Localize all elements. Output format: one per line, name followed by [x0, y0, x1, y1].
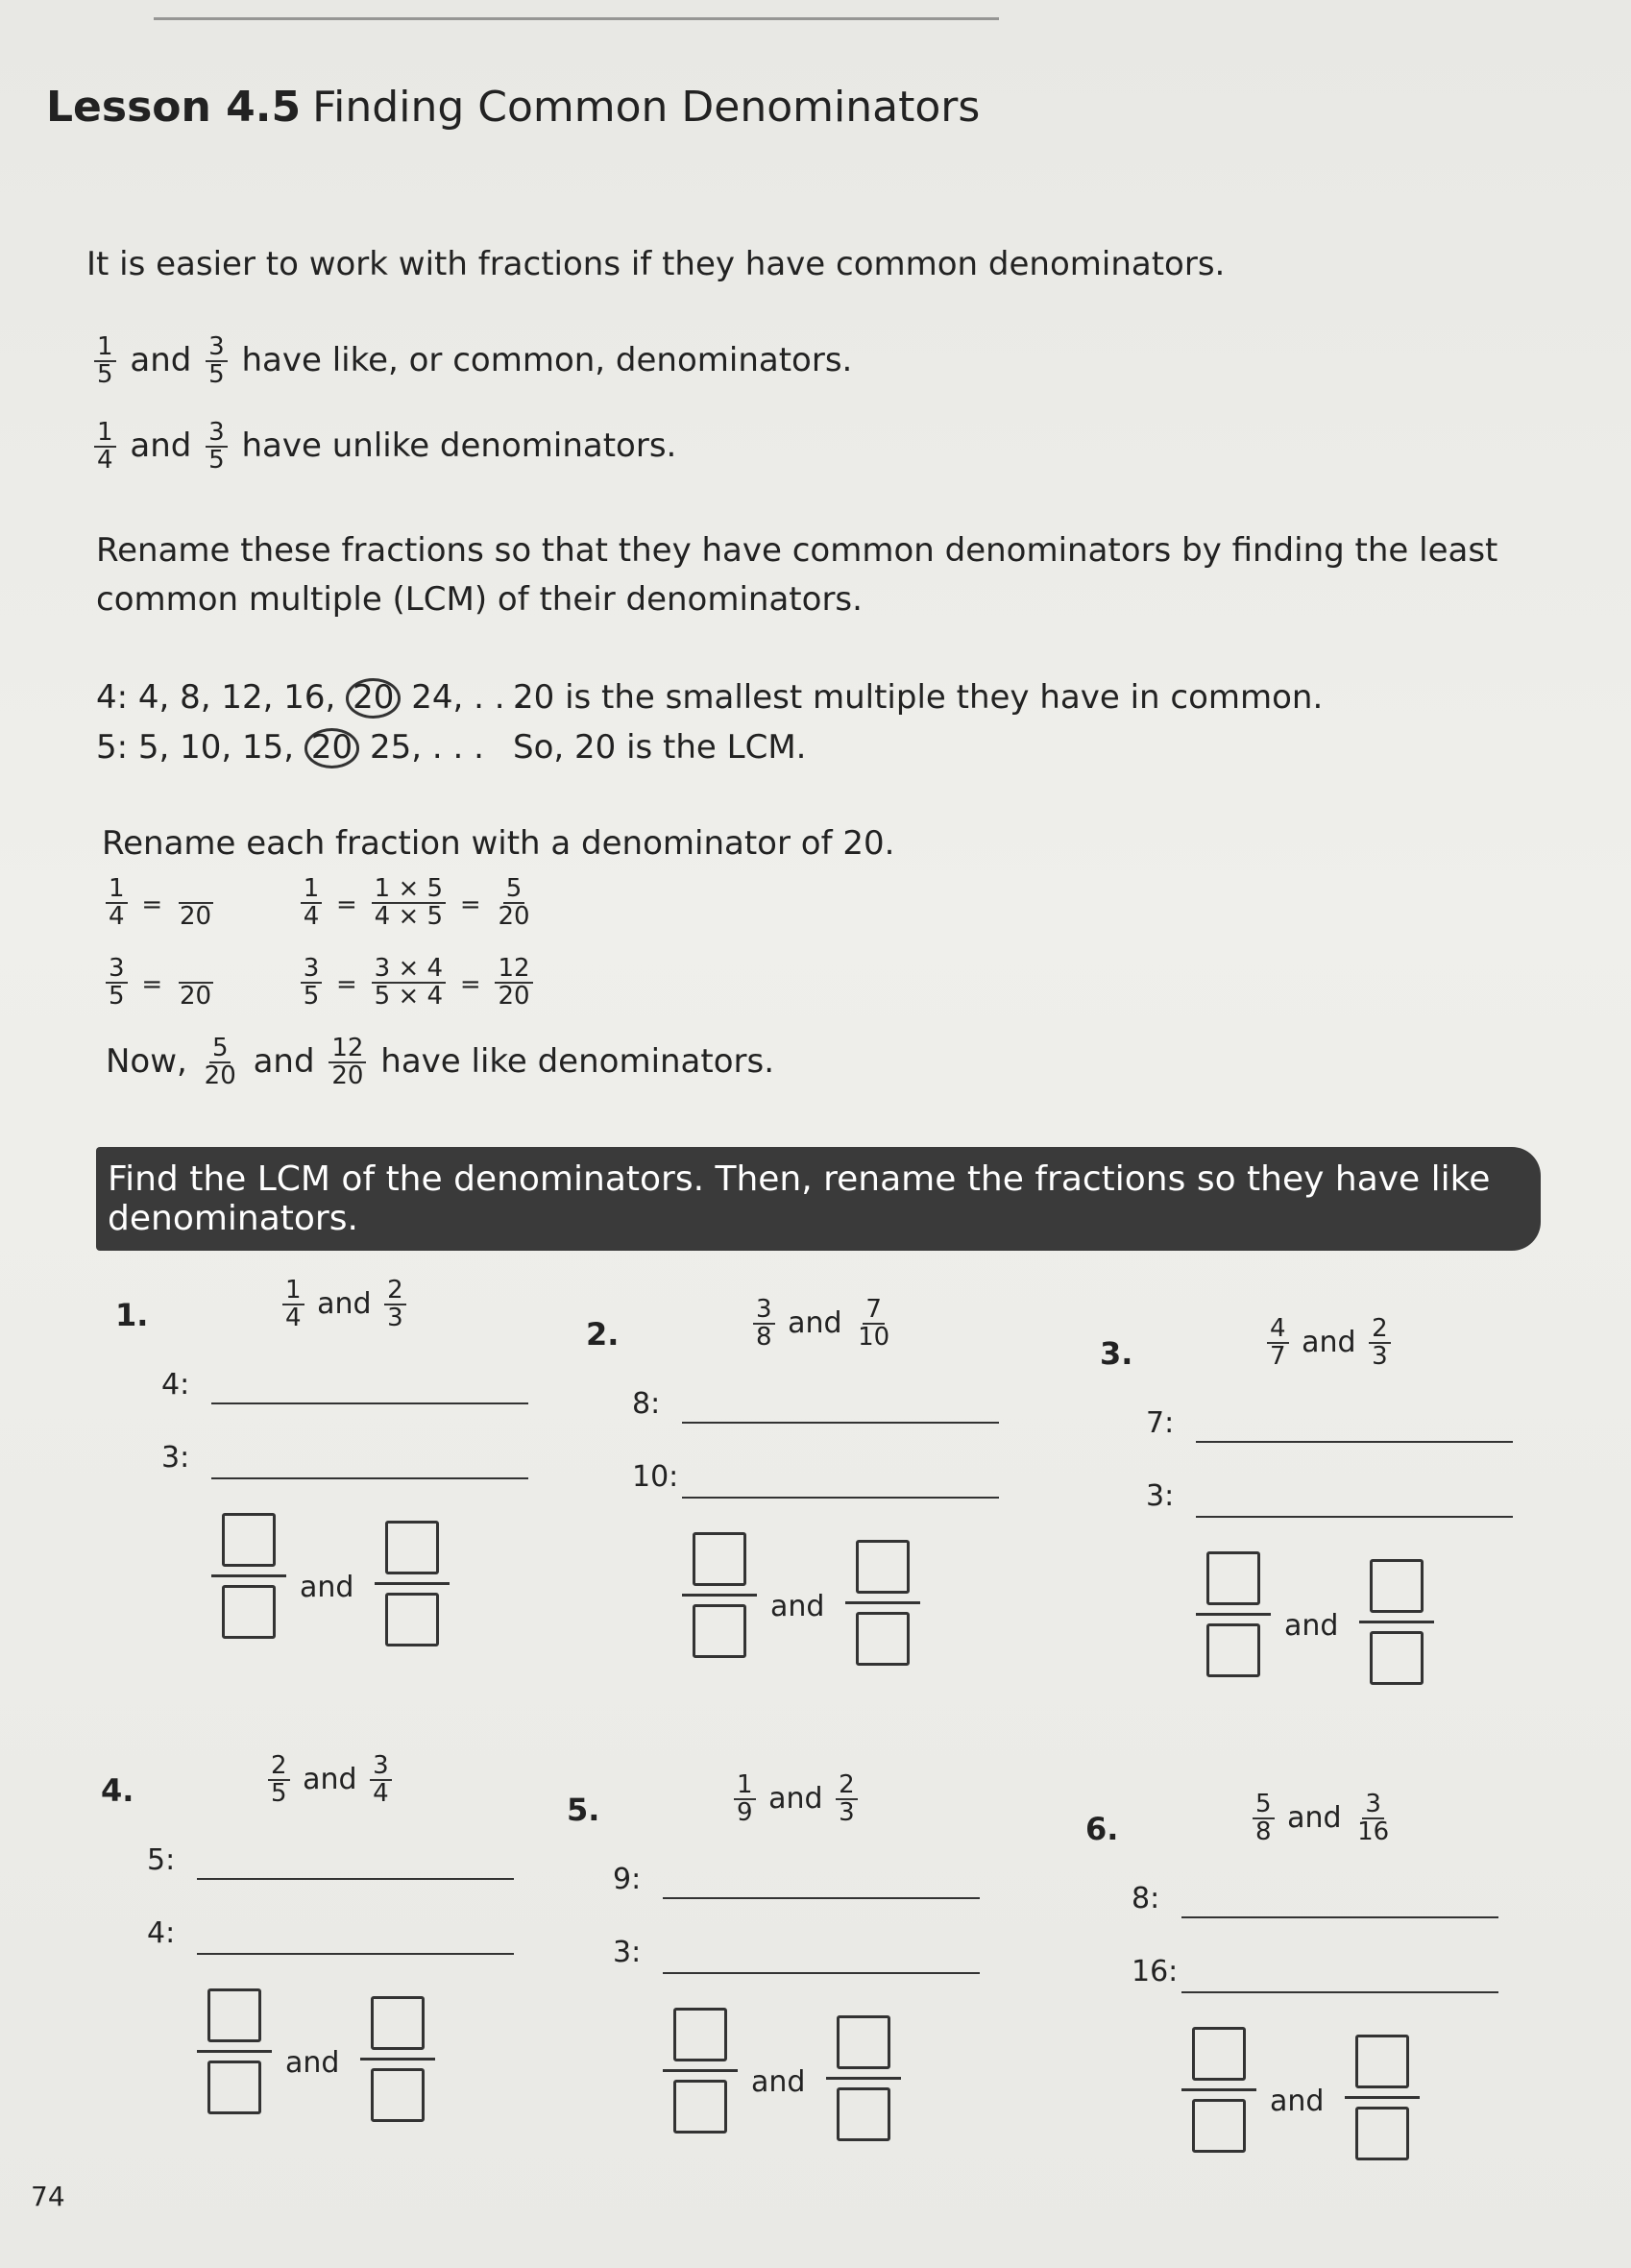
fraction — [753, 1297, 775, 1352]
fraction — [1267, 1316, 1289, 1371]
multiples-answer-line[interactable] — [1181, 1916, 1498, 1918]
numerator-box[interactable] — [385, 1521, 439, 1574]
denominator: 4 — [285, 1304, 302, 1333]
numerator-box[interactable] — [673, 2008, 727, 2061]
unlike-example — [90, 420, 676, 475]
denominator-box[interactable] — [1206, 1623, 1260, 1677]
circled-lcm: 20 — [346, 678, 401, 719]
multiples-list: 24, . . . — [411, 678, 526, 717]
numerator: 5 — [1253, 1792, 1275, 1819]
fraction — [106, 876, 128, 931]
fraction — [329, 1036, 366, 1090]
and-word: and — [770, 1590, 825, 1623]
problem-fractions — [749, 1297, 896, 1352]
like-example — [90, 334, 852, 389]
numerator: 2 — [1369, 1316, 1391, 1344]
numerator: 1 — [301, 876, 323, 904]
fraction — [495, 876, 532, 931]
lesson-name: Finding Common Denominators — [312, 83, 981, 132]
answer-fraction-1 — [1196, 1551, 1271, 1677]
numerator: 2 — [836, 1772, 858, 1800]
fraction — [1253, 1792, 1275, 1846]
multiples-label: 8: — [632, 1387, 661, 1421]
multiples-answer-line[interactable] — [1181, 1991, 1498, 1993]
numerator: 5 — [209, 1036, 231, 1063]
denominator-box[interactable] — [1355, 2107, 1409, 2160]
numerator-box[interactable] — [693, 1532, 746, 1586]
denominator: 3 — [839, 1798, 855, 1828]
numerator: 2 — [384, 1278, 406, 1305]
denominator: 20 — [204, 1061, 236, 1091]
fraction — [384, 1278, 406, 1332]
and-word: and — [317, 1286, 372, 1321]
multiples-label: 9: — [613, 1863, 642, 1896]
problem-fractions — [279, 1278, 410, 1332]
fraction — [301, 956, 323, 1011]
fraction — [94, 420, 116, 475]
problem-number: 2. — [586, 1316, 620, 1353]
denominator-box[interactable] — [1370, 1631, 1424, 1685]
multiples-answer-line[interactable] — [1196, 1516, 1513, 1518]
multiples-answer-line[interactable] — [197, 1953, 514, 1955]
fraction-bar — [826, 2077, 901, 2080]
multiples-list: 5: 5, 10, 15, — [96, 728, 295, 767]
denominator: 5 — [303, 982, 320, 1012]
fraction — [495, 956, 532, 1011]
numerator: 1 × 5 — [372, 876, 446, 904]
numerator: 4 — [1267, 1316, 1289, 1344]
multiples-row-5 — [96, 728, 484, 768]
now-statement — [106, 1036, 774, 1090]
numerator: 3 — [106, 956, 128, 984]
and-word: and — [788, 1305, 842, 1340]
numerator-box[interactable] — [1355, 2035, 1409, 2088]
like-text: have like, or common, denominators. — [241, 340, 853, 379]
answer-fraction-2 — [845, 1540, 920, 1666]
numerator: 1 — [734, 1772, 756, 1800]
problem-fractions — [1249, 1792, 1396, 1846]
multiples-answer-line[interactable] — [682, 1422, 999, 1424]
denominator-box[interactable] — [222, 1585, 276, 1639]
and-word: and — [130, 426, 192, 465]
numerator: 12 — [495, 956, 532, 984]
numerator: 12 — [329, 1036, 366, 1063]
numerator: 1 — [106, 876, 128, 904]
multiples-note-1: 20 is the smallest multiple they have in common. — [513, 678, 1324, 717]
blank-fraction — [177, 957, 214, 1010]
fraction — [372, 956, 446, 1011]
denominator: 4 — [109, 902, 125, 932]
numerator-box[interactable] — [1192, 2027, 1246, 2081]
multiples-answer-line[interactable] — [211, 1477, 528, 1479]
and-word: and — [285, 2046, 340, 2080]
numerator: 3 — [301, 956, 323, 984]
blank-numerator — [179, 957, 213, 984]
denominator-box[interactable] — [673, 2080, 727, 2134]
problem-fractions — [1263, 1316, 1395, 1371]
denominator: 5 — [109, 982, 125, 1012]
answer-fraction-1 — [682, 1532, 757, 1658]
denominator: 20 — [498, 982, 530, 1012]
and-word: and — [1270, 2085, 1325, 2118]
multiples-note-2: So, 20 is the LCM. — [513, 728, 807, 767]
numerator: 1 — [94, 420, 116, 448]
multiples-label: 8: — [1132, 1882, 1160, 1915]
multiples-label: 4: — [161, 1368, 190, 1402]
numerator: 3 — [1362, 1792, 1384, 1819]
multiples-label: 10: — [632, 1460, 679, 1494]
multiples-answer-line[interactable] — [682, 1497, 999, 1499]
numerator: 5 — [503, 876, 525, 904]
circled-lcm: 20 — [304, 728, 359, 768]
numerator: 1 — [94, 334, 116, 362]
numerator: 3 × 4 — [372, 956, 446, 984]
fraction — [202, 1036, 239, 1090]
answer-fraction-2 — [360, 1996, 435, 2122]
multiples-label: 7: — [1146, 1406, 1175, 1440]
fraction — [94, 334, 116, 389]
multiples-label: 5: — [147, 1843, 176, 1877]
problem-fractions — [264, 1753, 396, 1808]
fraction — [1354, 1792, 1392, 1846]
denominator: 20 — [498, 902, 530, 932]
denominator: 8 — [1255, 1817, 1272, 1847]
intro-text: It is easier to work with fractions if they have common denominators. — [86, 245, 1226, 283]
fraction — [734, 1772, 756, 1827]
denominator: 3 — [1372, 1342, 1388, 1372]
numerator: 1 — [282, 1278, 304, 1305]
denominator: 5 × 4 — [374, 982, 444, 1012]
problem-fractions — [730, 1772, 862, 1827]
equation-1: $\frac{1}{4}$ = 20 $\frac{1}{4}$ = $\frac{1 \times 5}{4 \times 5}$ = $\frac{5}{20}$ — [102, 876, 537, 931]
answer-fraction-2 — [1359, 1559, 1434, 1685]
problem-number: 1. — [115, 1297, 149, 1333]
denominator-box[interactable] — [1192, 2099, 1246, 2153]
multiples-answer-line[interactable] — [1196, 1441, 1513, 1443]
denominator-box[interactable] — [371, 2068, 425, 2122]
fraction-bar — [211, 1574, 286, 1577]
rename-each-text: Rename each fraction with a denominator of 20. — [102, 824, 895, 863]
blank-numerator — [179, 877, 213, 904]
and-word: and — [1284, 1609, 1339, 1643]
numerator-box[interactable] — [1370, 1559, 1424, 1613]
fraction — [206, 420, 228, 475]
problem-number: 6. — [1085, 1811, 1119, 1847]
and-word: and — [1287, 1800, 1342, 1835]
top-edge-line — [154, 17, 999, 20]
and-word: and — [253, 1041, 315, 1081]
denominator: 4 — [373, 1779, 389, 1809]
denominator: 20 — [179, 981, 212, 1011]
now-text: have like denominators. — [380, 1041, 775, 1081]
numerator: 3 — [370, 1753, 392, 1781]
fraction-bar — [1345, 2096, 1420, 2099]
multiples-answer-line[interactable] — [197, 1878, 514, 1880]
fraction-bar — [1181, 2088, 1256, 2091]
unlike-text: have unlike denominators. — [241, 426, 677, 465]
multiples-row-4 — [96, 678, 525, 719]
fraction — [370, 1753, 392, 1808]
rename-instructions: Rename these fractions so that they have common denominators by finding the least common multiple (LCM) of their denominators. — [96, 531, 1498, 619]
page-number: 74 — [31, 2181, 65, 2212]
denominator: 5 — [271, 1779, 287, 1809]
denominator: 5 — [208, 360, 225, 390]
fraction — [1369, 1316, 1391, 1371]
multiples-answer-line[interactable] — [663, 1972, 980, 1974]
multiples-label: 16: — [1132, 1955, 1179, 1988]
fraction-bar — [1196, 1613, 1271, 1616]
multiples-label: 3: — [613, 1936, 642, 1969]
directions-banner: Find the LCM of the denominators. Then, rename the fractions so they have like denominators. — [96, 1147, 1541, 1251]
answer-fraction-2 — [826, 2015, 901, 2141]
numerator-box[interactable] — [837, 2015, 890, 2069]
denominator-box[interactable] — [385, 1593, 439, 1646]
lesson-title — [46, 83, 980, 132]
fraction — [206, 334, 228, 389]
and-word: and — [130, 340, 192, 379]
answer-fraction-1 — [1181, 2027, 1256, 2153]
multiples-list: 4: 4, 8, 12, 16, — [96, 678, 336, 717]
denominator: 20 — [331, 1061, 364, 1091]
and-word: and — [751, 2065, 806, 2099]
fraction-bar — [1359, 1621, 1434, 1623]
numerator-box[interactable] — [222, 1513, 276, 1567]
denominator: 20 — [179, 901, 212, 931]
denominator: 9 — [737, 1798, 753, 1828]
numerator-box[interactable] — [371, 1996, 425, 2050]
denominator: 5 — [208, 446, 225, 476]
fraction-bar — [360, 2058, 435, 2061]
multiples-label: 3: — [1146, 1479, 1175, 1513]
problem-number: 3. — [1100, 1335, 1133, 1372]
and-word: and — [300, 1571, 354, 1604]
fraction — [855, 1297, 892, 1352]
fraction — [268, 1753, 290, 1808]
denominator: 4 — [303, 902, 320, 932]
fraction-bar — [197, 2050, 272, 2053]
denominator: 7 — [1270, 1342, 1286, 1372]
lesson-number: Lesson 4.5 — [46, 83, 302, 132]
denominator-box[interactable] — [837, 2087, 890, 2141]
answer-fraction-1 — [197, 1988, 272, 2114]
denominator: 4 — [97, 446, 113, 476]
denominator: 16 — [1357, 1817, 1390, 1847]
and-word: and — [768, 1781, 823, 1816]
fraction — [106, 956, 128, 1011]
denominator: 8 — [756, 1323, 772, 1353]
fraction-bar — [375, 1582, 450, 1585]
denominator: 10 — [858, 1323, 890, 1353]
numerator-box[interactable] — [1206, 1551, 1260, 1605]
problem-number: 5. — [567, 1792, 600, 1828]
and-word: and — [1302, 1325, 1356, 1359]
denominator-box[interactable] — [856, 1612, 910, 1666]
multiples-list: 25, . . . — [369, 728, 484, 767]
now-word: Now, — [106, 1041, 187, 1081]
denominator: 4 × 5 — [374, 902, 444, 932]
multiples-label: 3: — [161, 1441, 190, 1475]
equation-2: $\frac{3}{5}$ = 20 $\frac{3}{5}$ = $\frac{3 \times 4}{5 \times 4}$ = $\frac{12}{20}$ — [102, 956, 537, 1011]
numerator: 3 — [753, 1297, 775, 1325]
numerator-box[interactable] — [207, 1988, 261, 2042]
blank-fraction — [177, 877, 214, 930]
and-word: and — [303, 1762, 357, 1796]
fraction-bar — [682, 1594, 757, 1597]
numerator: 3 — [206, 420, 228, 448]
fraction — [282, 1278, 304, 1332]
numerator-box[interactable] — [856, 1540, 910, 1594]
denominator: 3 — [387, 1304, 403, 1333]
multiples-label: 4: — [147, 1916, 176, 1950]
numerator: 7 — [863, 1297, 885, 1325]
problem-number: 4. — [101, 1772, 134, 1809]
answer-fraction-1 — [663, 2008, 738, 2134]
multiples-answer-line[interactable] — [211, 1402, 528, 1404]
fraction — [372, 876, 446, 931]
answer-fraction-2 — [1345, 2035, 1420, 2160]
fraction — [836, 1772, 858, 1827]
fraction-bar — [845, 1601, 920, 1604]
numerator: 2 — [268, 1753, 290, 1781]
denominator-box[interactable] — [207, 2061, 261, 2114]
fraction-bar — [663, 2069, 738, 2072]
denominator-box[interactable] — [693, 1604, 746, 1658]
multiples-answer-line[interactable] — [663, 1897, 980, 1899]
answer-fraction-1 — [211, 1513, 286, 1639]
denominator: 5 — [97, 360, 113, 390]
numerator: 3 — [206, 334, 228, 362]
fraction — [301, 876, 323, 931]
answer-fraction-2 — [375, 1521, 450, 1646]
